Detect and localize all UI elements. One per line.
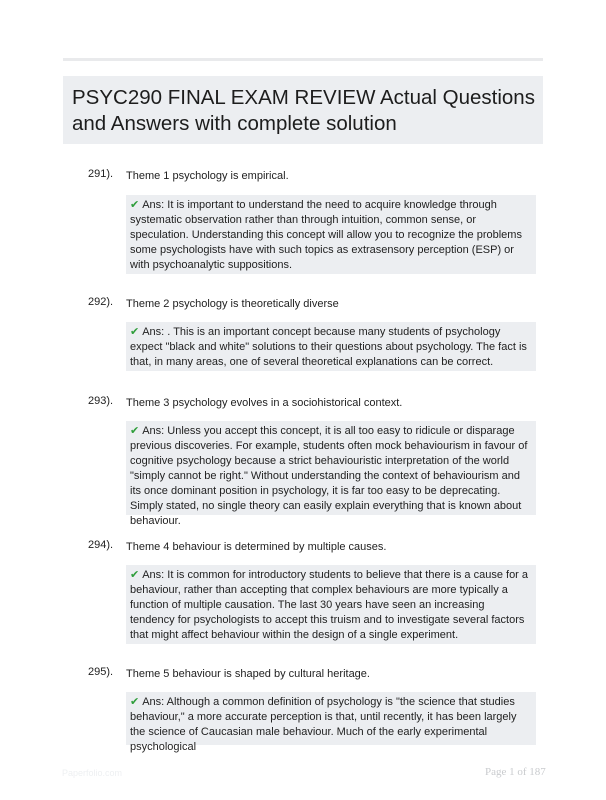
title-banner <box>63 76 543 144</box>
check-icon: ✔ <box>130 199 140 211</box>
watermark-text: Paperfolio.com <box>62 768 123 778</box>
check-icon: ✔ <box>130 569 140 581</box>
document-title: PSYC290 FINAL EXAM REVIEW Actual Questions and Answers with complete solution <box>72 86 535 135</box>
question-text: Theme 2 psychology is theoretically diverse <box>126 298 339 310</box>
question-text: Theme 4 behaviour is determined by multiple causes. <box>126 541 387 553</box>
answer-box <box>126 421 536 527</box>
check-icon: ✔ <box>130 425 140 437</box>
answer-box <box>126 322 536 371</box>
question-number: 293). <box>88 395 114 407</box>
answer-box <box>126 195 536 274</box>
page-number: Page 1 of 187 <box>485 766 546 778</box>
answer-text: Ans: Unless you accept this concept, it is all too easy to ridicule or disparage previous discoveries. For example, students often mock behaviourism in favour of cognitive psychology because a strict behaviouristic interpretation of the world "simply cannot be right." Without understanding the context of behaviourism and its once dominant position in psychology, it is far too easy to be deprecating. Simply stated, no single theory can easily explain everything that is known about behaviour. <box>130 425 528 527</box>
answer-text: Ans: . This is an important concept because many students of psychology expect "black and white" solutions to their questions about psychology. The fact is that, in many areas, one of several theoretical explanations can be correct. <box>130 326 527 368</box>
top-divider <box>63 58 543 61</box>
answer-box <box>126 565 536 644</box>
answer-text: Ans: Although a common definition of psychology is "the science that studies behaviour," a more accurate perception is that, until recently, it has been largely the science of Caucasian male behaviour. Much of the early experimental psychological <box>130 696 517 753</box>
question-number: 292). <box>88 296 114 308</box>
answer-text: Ans: It is common for introductory students to believe that there is a cause for a behaviour, rather than accepting that complex behaviours are more typically a function of multiple causation. The last 30 years have seen an increasing tendency for psychologists to accept this truism and to investigate several factors that might affect behaviour within the design of a single experiment. <box>130 569 529 641</box>
question-number: 295). <box>88 666 114 678</box>
answer-box <box>126 692 536 753</box>
question-text: Theme 5 behaviour is shaped by cultural heritage. <box>126 668 370 680</box>
check-icon: ✔ <box>130 696 140 708</box>
answer-text: Ans: It is important to understand the need to acquire knowledge through systematic observation rather than through intuition, common sense, or speculation. Understanding this concept will allow you to recognize the problems some psychologists have with such topics as extrasensory perception (ESP) or with psychoanalytic suppositions. <box>130 199 522 271</box>
check-icon: ✔ <box>130 326 140 338</box>
question-text: Theme 3 psychology evolves in a sociohistorical context. <box>126 397 403 409</box>
question-text: Theme 1 psychology is empirical. <box>126 170 289 182</box>
question-number: 294). <box>88 539 114 551</box>
question-number: 291). <box>88 168 114 180</box>
